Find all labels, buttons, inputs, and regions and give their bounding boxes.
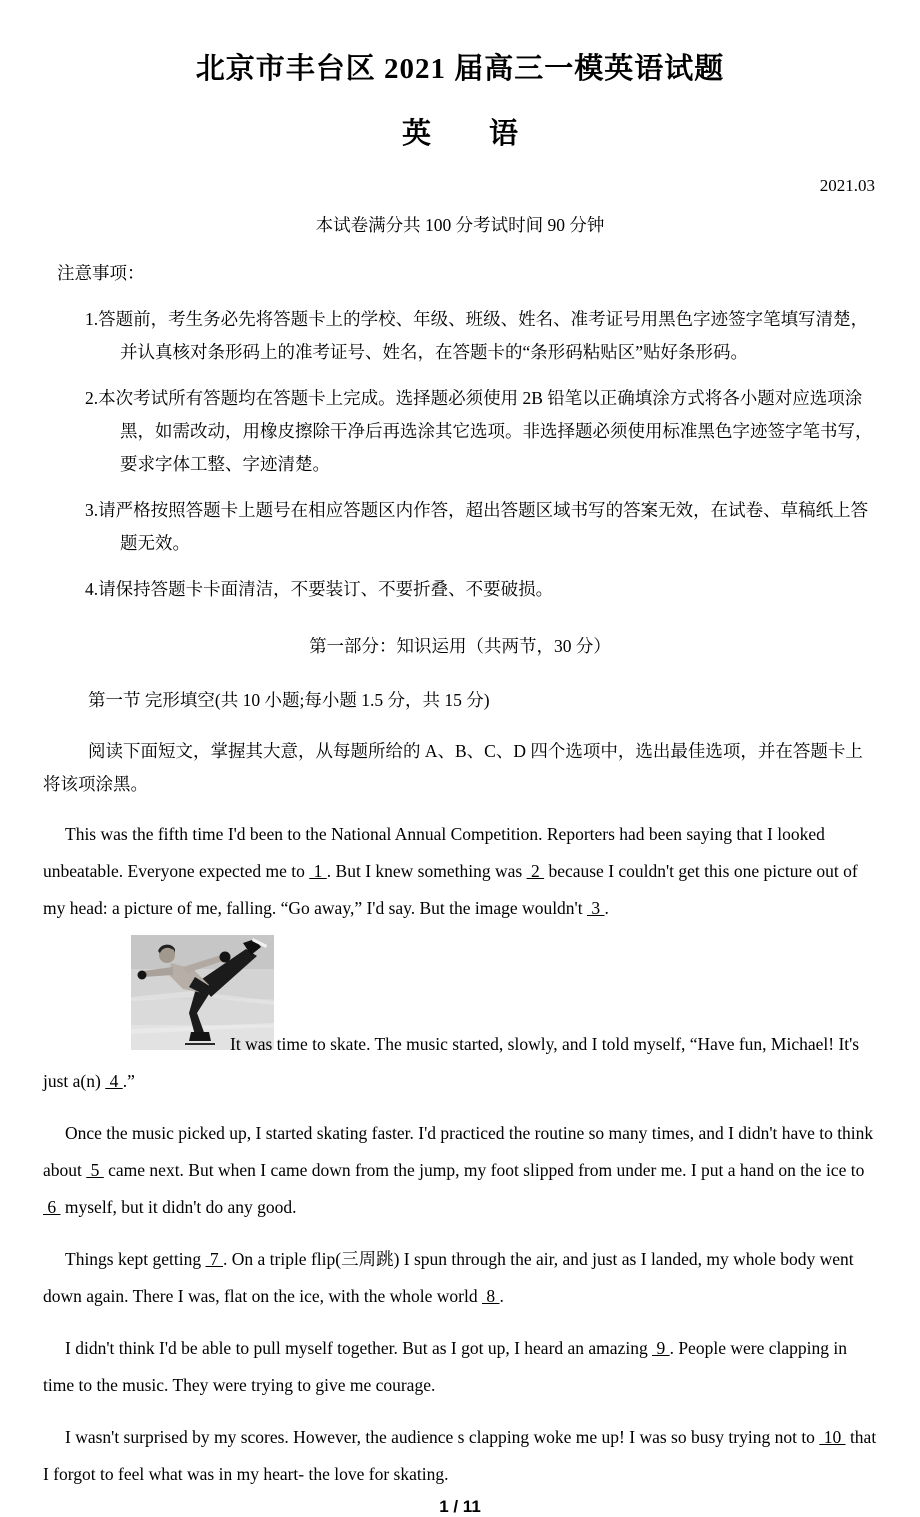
exam-paper-page	[0, 46, 920, 1516]
skater-photo	[87, 935, 230, 1050]
cloze-paragraph-6: I wasn't surprised by my scores. However, the audience s clapping woke me up! I was so busy trying not to 10 that I forgot to feel what was in my heart- the love for skating.	[43, 1427, 877, 1484]
note-item-4: 4.请保持答题卡卡面清洁，不要装订、不要折叠、不要破损。	[85, 579, 554, 599]
cloze-paragraph-1: This was the fifth time I'd been to the National Annual Competition. Reporters had been saying that I looked unbeatable. Everyone expected me to 1 . But I knew something was 2 because I couldn't get this one picture out of my head: a picture of me, falling. “Go away,” I'd say. But the image wouldn't 3 .	[43, 824, 858, 918]
cloze-blank-1: 1	[309, 861, 327, 881]
cloze-blank-7: 7	[205, 1249, 223, 1269]
cloze-paragraph-2-text: It was time to skate. The music started, slowly, and I told myself, “Have fun, Michael! It's just a(n) 4 .”	[43, 1034, 860, 1091]
cloze-blank-8: 8	[482, 1286, 500, 1306]
cloze-blank-4: 4	[105, 1071, 123, 1091]
cloze-blank-3: 3	[586, 898, 605, 918]
page-number: 1 / 11	[439, 1497, 481, 1516]
skater-photo-graphic	[131, 935, 274, 1050]
cloze-paragraph-2	[43, 935, 877, 1100]
subject-title: 英 语	[401, 118, 518, 150]
section1-heading: 第一节 完形填空(共 10 小题;每小题 1.5 分，共 15 分)	[88, 690, 490, 710]
note-item-1: 1.答题前，考生务必先将答题卡上的学校、年级、班级、姓名、准考证号用黑色字迹签字笔填写清楚，并认真核对条形码上的准考证号、姓名，在答题卡的“条形码粘贴区”贴好条形码。	[85, 309, 869, 362]
exam-info: 本试卷满分共 100 分考试时间 90 分钟	[315, 215, 605, 235]
page-title: 北京市丰台区 2021 届高三一模英语试题	[195, 53, 725, 85]
page-content	[43, 176, 877, 1517]
cloze-blank-6: 6	[43, 1197, 61, 1217]
cloze-paragraph-3: Once the music picked up, I started skating faster. I'd practiced the routine so many times, and I didn't have to think about 5 came next. But when I came down from the jump, my foot slipped from under me. I put a hand on the ice to 6 myself, but it didn't do any good.	[43, 1123, 874, 1217]
cloze-instructions: 阅读下面短文，掌握其大意，从每题所给的 A、B、C、D 四个选项中，选出最佳选项，并在答题卡上将该项涂黑。	[43, 741, 863, 794]
cloze-blank-5: 5	[86, 1160, 104, 1180]
cloze-blank-9: 9	[652, 1338, 670, 1358]
cloze-paragraph-5: I didn't think I'd be able to pull myself together. But as I got up, I heard an amazing 9 . People were clapping in time to the music. They were trying to give me courage.	[43, 1338, 847, 1395]
exam-date: 2021.03	[819, 176, 875, 195]
cloze-blank-2: 2	[526, 861, 545, 881]
cloze-blank-10: 10	[819, 1427, 846, 1447]
cloze-paragraph-4: Things kept getting 7 . On a triple flip(三周跳) I spun through the air, and just as I landed, my whole body went down again. There I was, flat on the ice, with the whole world 8 .	[43, 1249, 854, 1306]
part1-heading: 第一部分：知识运用（共两节，30 分）	[309, 636, 611, 656]
note-item-2: 2.本次考试所有答题均在答题卡上完成。选择题必须使用 2B 铅笔以正确填涂方式将各小题对应选项涂黑，如需改动，用橡皮擦除干净后再选涂其它选项。非选择题必须使用标准黑色字迹签字笔书写，要求字体工整、字迹清楚。	[85, 388, 873, 474]
note-item-3: 3.请严格按照答题卡上题号在相应答题区内作答，超出答题区域书写的答案无效，在试卷、草稿纸上答题无效。	[85, 500, 869, 553]
notes-label: 注意事项：	[57, 263, 145, 283]
